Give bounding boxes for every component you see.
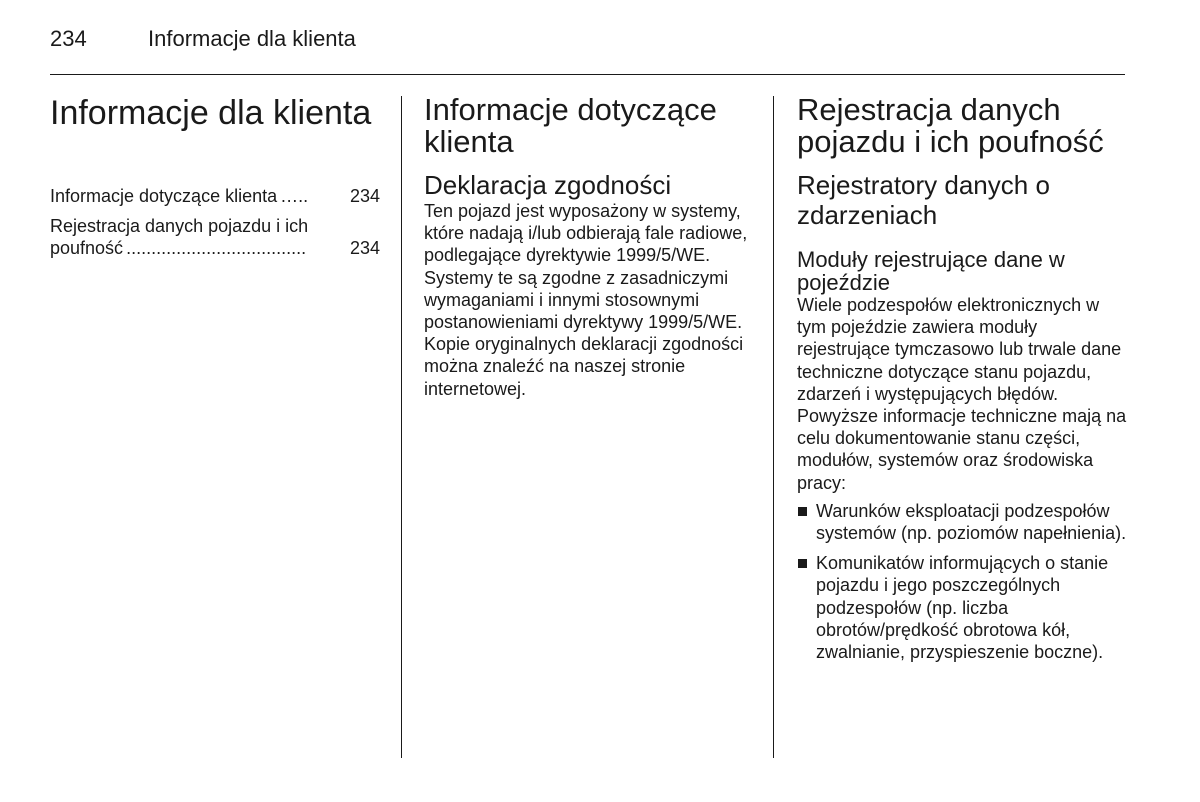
column-left: [50, 94, 380, 268]
subsection-heading: Rejestratory danych o zdarzeniach: [797, 170, 1050, 230]
list-item-text: Komunikatów informujących o stanie pojazdu i jego poszczególnych podzespołów (np. liczba obrotów/prędkość obrotowa kół, zwalnianie, przyspieszenie boczne).: [816, 553, 1109, 663]
body-text: Ten pojazd jest wyposażony w systemy, które nadają i/lub odbierają fale radiowe, podlegające dyrektywie 1999/5/WE. Systemy te są zgodne z zasadniczymi wymaganiami i innymi stosownymi postanowieniami dyrektywy 1999/5/WE. Kopie oryginalnych deklaracji zgodności można znaleźć na naszej stronie internetowej.: [424, 201, 748, 399]
body-text: Wiele podzespołów elektronicznych w tym pojeździe zawiera moduły rejestrujące tymczasowo lub trwale dane techniczne dotyczące stanu pojazdu, zdarzeń i występujących błędów. Powyższe informacje techniczne mają na celu dokumentowanie stanu części, modułów, systemów oraz środowiska pracy:: [797, 295, 1127, 493]
column-middle: [424, 94, 756, 400]
column-divider: [401, 96, 402, 758]
chapter-heading: Informacje dla klienta: [50, 94, 372, 132]
running-chapter-title: Informacje dla klienta: [148, 26, 356, 51]
column-divider: [773, 96, 774, 758]
toc-leader: ....................................: [126, 238, 307, 259]
running-header: [50, 24, 356, 54]
square-bullet-icon: [798, 559, 807, 568]
subsection-heading: Deklaracja zgodności: [424, 170, 672, 200]
toc-entry-title: Informacje dotyczące klienta: [50, 186, 278, 206]
toc-entry-page: 234: [349, 186, 380, 206]
page-number: 234: [50, 26, 87, 51]
header-rule: [50, 74, 1125, 75]
table-of-contents: [50, 185, 380, 260]
toc-entry[interactable]: [50, 215, 380, 259]
section-heading: Informacje dotyczące klienta: [424, 92, 717, 159]
bullet-list: [797, 500, 1127, 663]
column-right: [797, 94, 1127, 671]
toc-entry-title-continued: poufność: [50, 238, 124, 259]
square-bullet-icon: [798, 507, 807, 516]
list-item: [797, 500, 1127, 544]
toc-entry[interactable]: [50, 185, 380, 207]
toc-entry-page: 234: [349, 238, 380, 259]
list-item: [797, 552, 1127, 663]
subsubsection-heading: Moduły rejestrujące dane w pojeździe: [797, 247, 1065, 295]
toc-entry-title: Rejestracja danych pojazdu i ich: [50, 216, 309, 237]
toc-leader: …..: [280, 186, 309, 206]
list-item-text: Warunków eksploatacji podzespołów systemów (np. poziomów napełnienia).: [816, 500, 1127, 544]
section-heading: Rejestracja danych pojazdu i ich poufność: [797, 92, 1104, 159]
